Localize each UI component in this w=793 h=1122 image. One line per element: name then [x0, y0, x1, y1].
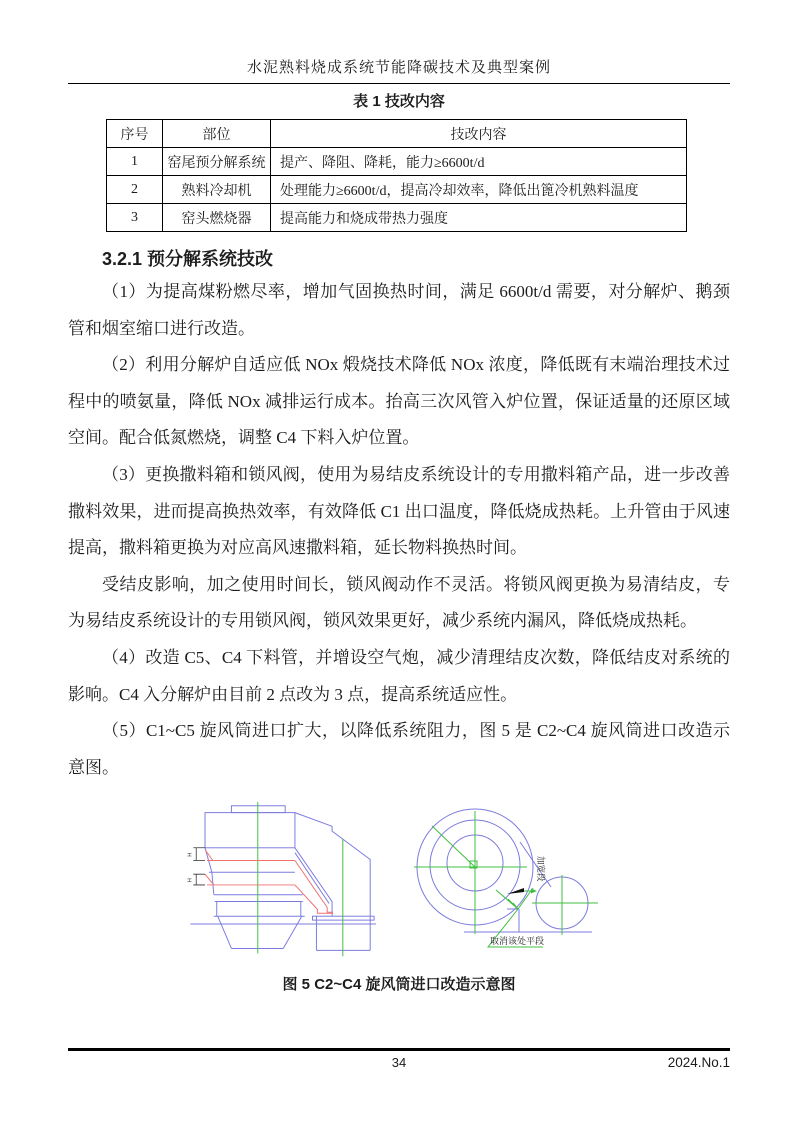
body-paragraph: （3）更换撒料箱和锁风阀，使用为易结皮系统设计的专用撒料箱产品，进一步改善撒料效果，进而提高换热效率，有效降低 C1 出口温度，降低烧成热耗。上升管由于风速提高，撒料箱更换为对应高风速撒料箱，延长物料换热时间。 [68, 464, 730, 558]
page-number: 34 [391, 1055, 407, 1070]
header-rule [68, 83, 730, 84]
footer-row [68, 1055, 730, 1070]
modification-table [106, 119, 687, 232]
dimension-label: H [187, 853, 194, 857]
table-header-row [107, 120, 687, 148]
cell-part: 熟料冷却机 [163, 176, 271, 204]
page-footer [68, 1048, 730, 1070]
figure-5 [163, 794, 730, 970]
cell-no: 1 [107, 148, 163, 176]
cyclone-side-view-drawing [163, 794, 378, 970]
section-heading: 3.2.1 预分解系统技改 [102, 249, 274, 269]
cyclone-plan-view-drawing [402, 799, 632, 965]
col-header-content: 技改内容 [271, 120, 687, 148]
cell-content: 提高能力和烧成带热力强度 [271, 204, 687, 232]
cell-content: 处理能力≥6600t/d，提高冷却效率，降低出篦冷机熟料温度 [271, 176, 687, 204]
issue-label: 2024.No.1 [667, 1055, 730, 1070]
dimension-label: H [187, 878, 194, 883]
running-head-title: 水泥熟料烧成系统节能降碳技术及典型案例 [246, 60, 551, 76]
col-header-no: 序号 [107, 120, 163, 148]
footer-rule [68, 1048, 730, 1051]
cancel-flat-annotation: 取消该处平段 [490, 936, 545, 947]
body-paragraph: （2）利用分解炉自适应低 NOx 煅烧技术降低 NOx 浓度，降低既有末端治理技术过程中的喷氨量，降低 NOx 减排运行成本。抬高三次风管入炉位置，保证适量的还原区域空间。配合低氮燃烧，调整 C4 下料入炉位置。 [68, 355, 730, 448]
body-paragraph: （5）C1~C5 旋风筒进口扩大，以降低系统阻力，图 5 是 C2~C4 旋风筒进口改造示意图。 [68, 721, 730, 777]
body-text [68, 274, 730, 786]
cell-no: 2 [107, 176, 163, 204]
table-row [107, 148, 687, 176]
body-paragraph: 受结皮影响，加之使用时间长，锁风阀动作不灵活。将锁风阀更换为易清结皮，专为易结皮系统设计的专用锁风阀，锁风效果更好，减少系统内漏风，降低烧成热耗。 [68, 574, 730, 631]
table-row [107, 204, 687, 232]
widen-section-label: 加宽段 [536, 856, 546, 882]
cell-part: 窑尾预分解系统 [163, 148, 271, 176]
col-header-part: 部位 [163, 120, 271, 148]
cell-part: 窑头燃烧器 [163, 204, 271, 232]
cell-no: 3 [107, 204, 163, 232]
table-row [107, 176, 687, 204]
cell-content: 提产、降阻、降耗，能力≥6600t/d [271, 148, 687, 176]
body-paragraph: （1）为提高煤粉燃尽率，增加气固换热时间，满足 6600t/d 需要，对分解炉、鹅颈管和烟室缩口进行改造。 [68, 282, 730, 338]
body-paragraph: （4）改造 C5、C4 下料管，并增设空气炮，减少清理结皮次数，降低结皮对系统的影响。C4 入分解炉由目前 2 点改为 3 点，提高系统适应性。 [68, 647, 730, 704]
figure-caption: 图 5 C2~C4 旋风筒进口改造示意图 [282, 976, 516, 994]
table-caption: 表 1 技改内容 [353, 93, 445, 110]
